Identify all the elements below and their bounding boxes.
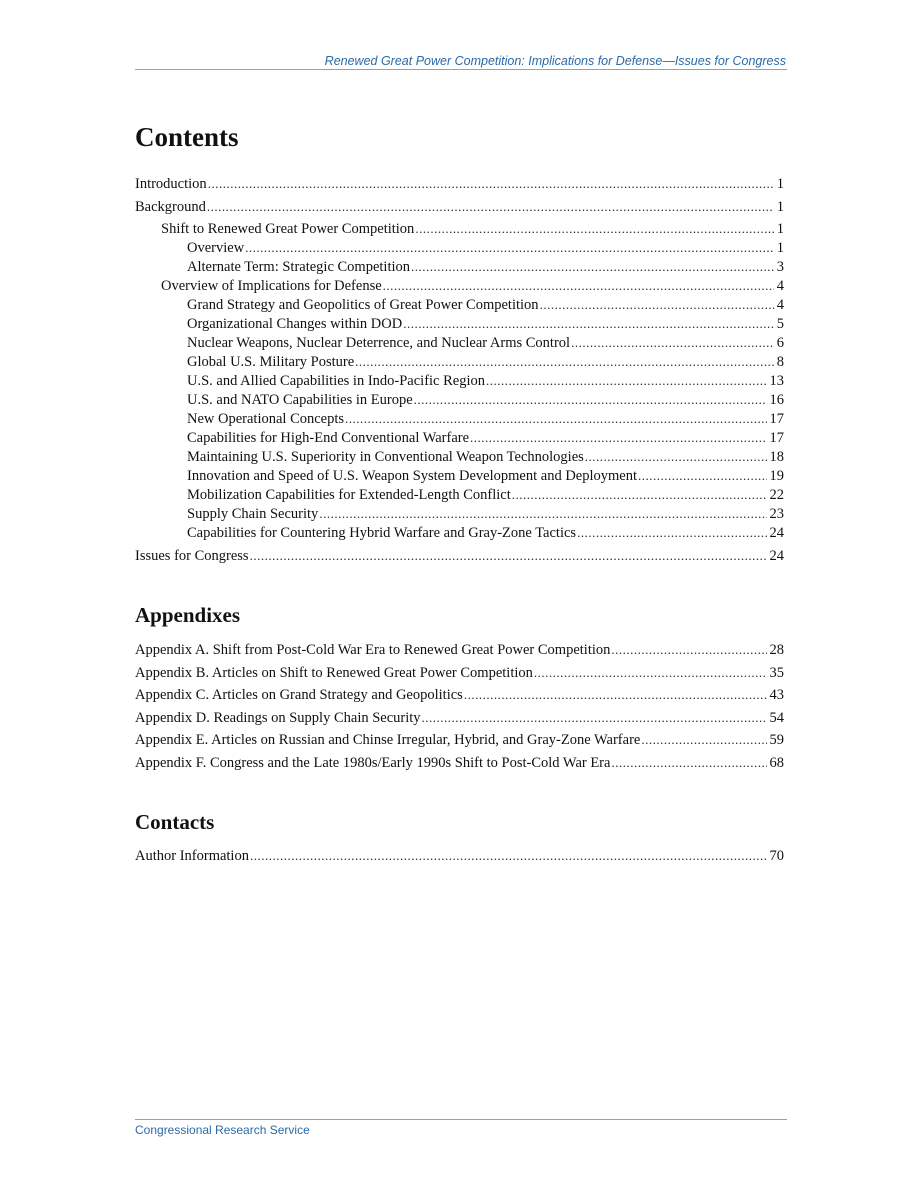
toc-entry-label: Nuclear Weapons, Nuclear Deterrence, and Nuclear Arms Control [187, 335, 571, 351]
toc-entry-issues-for-congress[interactable] [135, 546, 784, 565]
toc-entry-alternate-term[interactable] [135, 257, 784, 276]
toc-entry-author-information[interactable] [135, 845, 784, 868]
dot-leader [638, 466, 767, 485]
toc-entry-organizational-changes[interactable] [135, 314, 784, 333]
dot-leader [415, 219, 773, 238]
contents-heading: Contents [135, 122, 239, 152]
toc-entry-label: Global U.S. Military Posture [187, 354, 355, 370]
toc-entry-label: Shift to Renewed Great Power Competition [161, 221, 415, 237]
toc-entry-page: 3 [776, 259, 784, 275]
contents-list [135, 174, 784, 565]
toc-entry-appendix-e[interactable] [135, 729, 784, 752]
toc-entry-label: Background [135, 198, 206, 215]
dot-leader [611, 752, 766, 775]
toc-entry-hybrid-warfare[interactable] [135, 523, 784, 542]
toc-entry-label: Supply Chain Security [187, 506, 319, 522]
dot-leader [207, 197, 774, 216]
toc-entry-label: Appendix D. Readings on Supply Chain Security [135, 709, 421, 726]
toc-entry-page: 59 [769, 732, 784, 748]
toc-entry-page: 1 [776, 198, 784, 215]
toc-entry-appendix-c[interactable] [135, 684, 784, 707]
dot-leader [571, 333, 774, 352]
toc-entry-label: Organizational Changes within DOD [187, 316, 403, 332]
toc-entry-page: 68 [769, 754, 784, 771]
toc-entry-page: 6 [776, 335, 784, 351]
header-rule [135, 69, 787, 70]
toc-entry-high-end-warfare[interactable] [135, 428, 784, 447]
toc-entry-nato-europe[interactable] [135, 390, 784, 409]
dot-leader [319, 504, 766, 523]
toc-entry-page: 17 [769, 430, 784, 446]
toc-entry-mobilization[interactable] [135, 485, 784, 504]
toc-entry-label: U.S. and Allied Capabilities in Indo-Pacific Region [187, 373, 486, 389]
toc-entry-label: New Operational Concepts [187, 411, 345, 427]
toc-entry-page: 24 [769, 525, 784, 541]
toc-entry-page: 43 [769, 687, 784, 703]
toc-entry-label: Appendix B. Articles on Shift to Renewed Great Power Competition [135, 664, 533, 681]
appendixes-list [135, 639, 784, 774]
dot-leader [540, 295, 774, 314]
toc-entry-military-posture[interactable] [135, 352, 784, 371]
toc-entry-introduction[interactable] [135, 174, 784, 193]
toc-entry-page: 35 [769, 664, 784, 681]
dot-leader [577, 523, 766, 542]
toc-entry-label: Innovation and Speed of U.S. Weapon System Development and Deployment [187, 468, 637, 484]
toc-entry-page: 1 [776, 240, 784, 256]
toc-entry-label: Appendix E. Articles on Russian and Chinse Irregular, Hybrid, and Gray-Zone Warfare [135, 732, 641, 748]
running-header: Renewed Great Power Competition: Implications for Defense—Issues for Congress [324, 54, 786, 68]
toc-entry-appendix-f[interactable] [135, 752, 784, 775]
dot-leader [641, 729, 766, 752]
toc-entry-overview[interactable] [135, 238, 784, 257]
dot-leader [345, 409, 766, 428]
toc-entry-page: 24 [769, 547, 784, 564]
toc-entry-indo-pacific[interactable] [135, 371, 784, 390]
toc-entry-appendix-d[interactable] [135, 707, 784, 730]
toc-entry-page: 28 [769, 642, 784, 658]
dot-leader [486, 371, 766, 390]
toc-entry-label: Appendix F. Congress and the Late 1980s/Early 1990s Shift to Post-Cold War Era [135, 754, 611, 771]
toc-entry-label: Alternate Term: Strategic Competition [187, 259, 411, 275]
dot-leader [464, 684, 767, 707]
toc-entry-label: Appendix C. Articles on Grand Strategy and Geopolitics [135, 687, 463, 703]
dot-leader [414, 390, 767, 409]
toc-entry-page: 1 [776, 221, 784, 237]
toc-entry-page: 13 [769, 373, 784, 389]
contacts-list [135, 845, 784, 868]
dot-leader [411, 257, 774, 276]
toc-entry-label: Overview [187, 240, 245, 256]
toc-entry-page: 1 [776, 176, 784, 192]
dot-leader [534, 662, 767, 685]
dot-leader [403, 314, 774, 333]
toc-entry-label: Issues for Congress [135, 547, 249, 564]
toc-entry-page: 19 [769, 468, 784, 484]
footer-text: Congressional Research Service [135, 1123, 310, 1137]
dot-leader [611, 639, 766, 662]
toc-entry-label: Maintaining U.S. Superiority in Conventional Weapon Technologies [187, 449, 584, 465]
toc-entry-grand-strategy[interactable] [135, 295, 784, 314]
toc-entry-label: Grand Strategy and Geopolitics of Great Power Competition [187, 297, 539, 313]
dot-leader [585, 447, 767, 466]
footer-rule [135, 1119, 787, 1120]
toc-entry-label: Appendix A. Shift from Post-Cold War Era to Renewed Great Power Competition [135, 642, 611, 658]
contacts-heading: Contacts [135, 810, 215, 834]
toc-entry-supply-chain[interactable] [135, 504, 784, 523]
toc-entry-innovation-speed[interactable] [135, 466, 784, 485]
dot-leader [250, 546, 767, 565]
appendixes-heading: Appendixes [135, 603, 241, 627]
dot-leader [245, 238, 774, 257]
toc-entry-nuclear-weapons[interactable] [135, 333, 784, 352]
toc-entry-page: 4 [776, 278, 784, 294]
dot-leader [512, 485, 767, 504]
toc-entry-page: 4 [776, 297, 784, 313]
toc-entry-shift[interactable] [135, 219, 784, 238]
dot-leader [250, 845, 767, 868]
toc-entry-page: 70 [769, 848, 784, 864]
toc-entry-label: U.S. and NATO Capabilities in Europe [187, 392, 413, 408]
toc-entry-label: Capabilities for Countering Hybrid Warfare and Gray-Zone Tactics [187, 525, 577, 541]
toc-entry-label: Mobilization Capabilities for Extended-Length Conflict [187, 487, 511, 503]
toc-entry-operational-concepts[interactable] [135, 409, 784, 428]
dot-leader [355, 352, 774, 371]
dot-leader [422, 707, 767, 730]
toc-entry-background[interactable] [135, 197, 784, 216]
toc-entry-page: 18 [769, 449, 784, 465]
toc-entry-page: 17 [769, 411, 784, 427]
toc-entry-label: Introduction [135, 176, 207, 192]
toc-entry-appendix-a[interactable] [135, 639, 784, 662]
toc-entry-appendix-b[interactable] [135, 662, 784, 685]
toc-entry-weapon-technologies[interactable] [135, 447, 784, 466]
toc-entry-implications[interactable] [135, 276, 784, 295]
toc-entry-label: Author Information [135, 848, 249, 864]
toc-entry-page: 22 [769, 487, 784, 503]
toc-entry-label: Overview of Implications for Defense [161, 278, 382, 294]
toc-entry-page: 16 [769, 392, 784, 408]
toc-entry-page: 23 [769, 506, 784, 522]
dot-leader [208, 174, 774, 193]
toc-entry-page: 8 [776, 354, 784, 370]
toc-entry-page: 5 [776, 316, 784, 332]
toc-entry-label: Capabilities for High-End Conventional Warfare [187, 430, 470, 446]
dot-leader [470, 428, 766, 447]
dot-leader [383, 276, 774, 295]
toc-entry-page: 54 [769, 709, 784, 726]
